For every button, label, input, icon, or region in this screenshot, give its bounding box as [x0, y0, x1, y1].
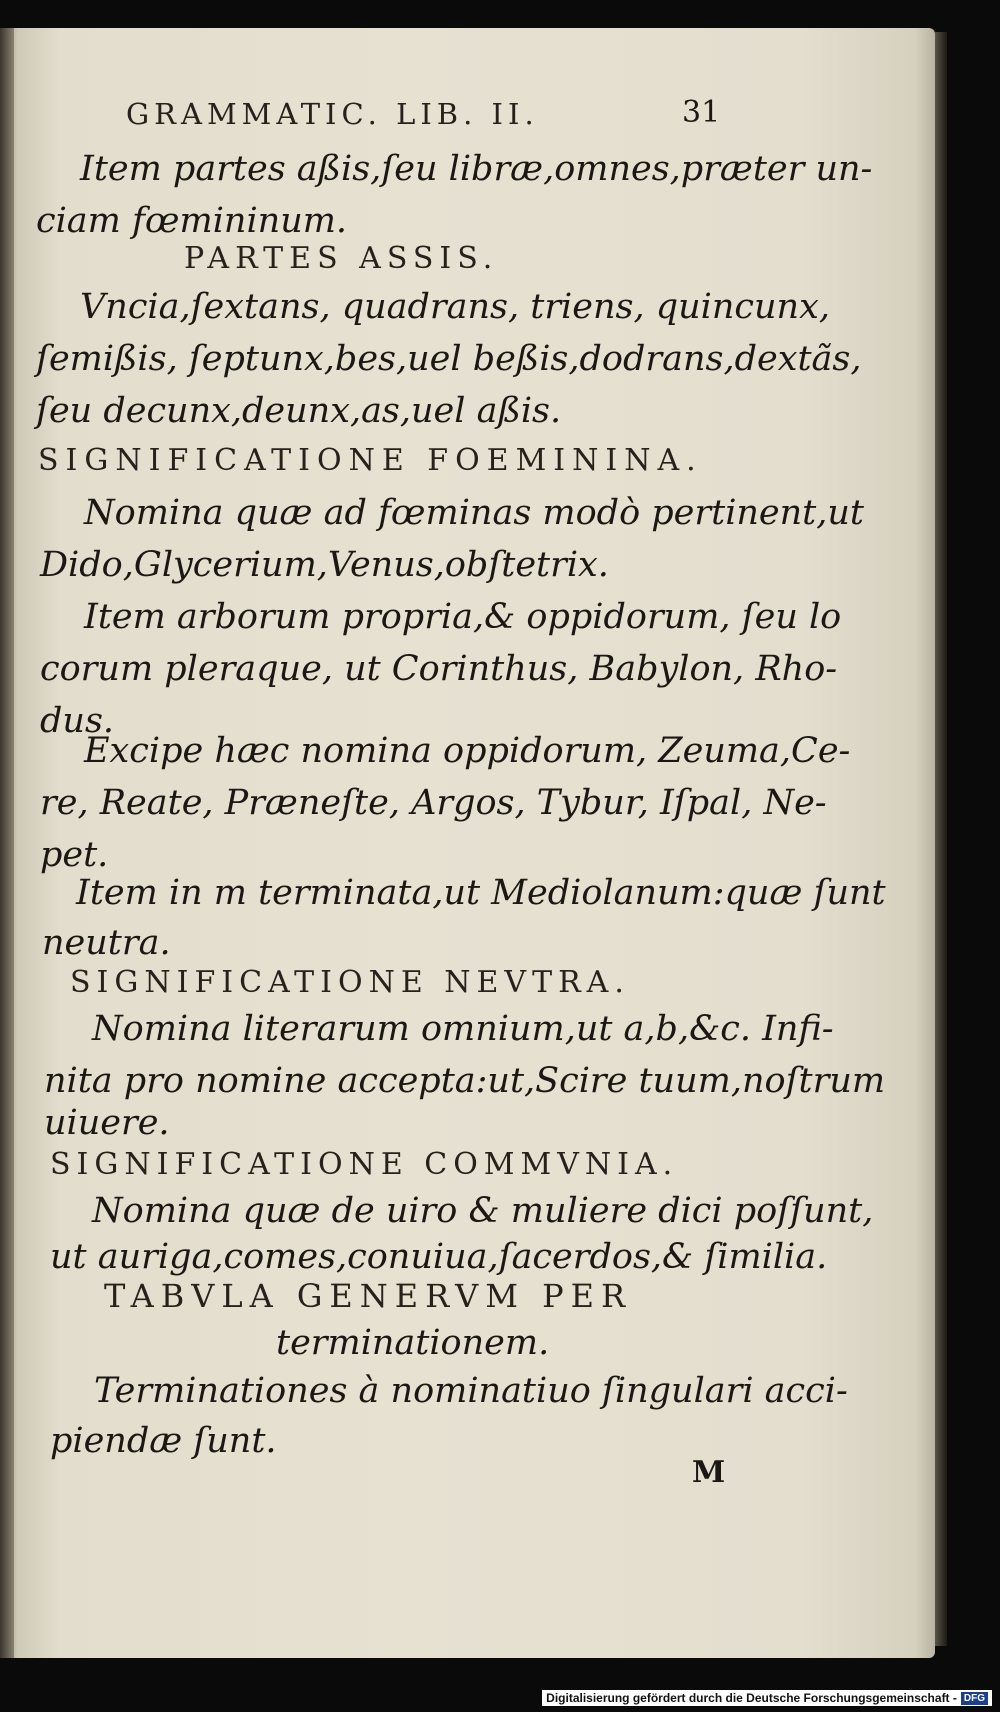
text-line: Excipe hæc nomina oppidorum, Zeuma,Ce-	[84, 731, 851, 771]
text-line: Terminationes à nominatiuo ſingulari acci-	[94, 1371, 848, 1411]
page-number: 31	[682, 95, 721, 130]
text-line: Dido,Glycerium,Venus,obſtetrix.	[40, 545, 609, 585]
text-line: terminationem.	[276, 1323, 550, 1363]
section-heading: SIGNIFICATIONE NEVTRA.	[70, 965, 630, 1000]
text-line: ſemißis, ſeptunx,bes,uel beßis,dodrans,dextãs,	[36, 339, 862, 379]
text-line: pet.	[40, 835, 109, 875]
text-line: ſeu decunx,deunx,as,uel aßis.	[36, 391, 562, 431]
page-fore-edge	[935, 32, 947, 1646]
credit-text: Digitalisierung gefördert durch die Deutsche Forschungsgemeinschaft -	[546, 1691, 957, 1705]
text-line: ut auriga,comes,conuiua,ſacerdos,& ſimilia.	[50, 1237, 828, 1277]
text-line: Nomina literarum omnium,ut a,b,&c. Infi-	[92, 1009, 834, 1049]
book-spine-shadow	[0, 28, 14, 1658]
digitization-credit	[542, 1690, 992, 1706]
text-line: Item in m terminata,ut Mediolanum:quæ ſunt	[76, 873, 886, 913]
text-line: neutra.	[42, 923, 171, 963]
text-line: re, Reate, Præneſte, Argos, Tybur, Iſpal, Ne-	[40, 783, 827, 823]
text-line: corum pleraque, ut Corinthus, Babylon, Rho-	[40, 649, 838, 689]
section-heading: SIGNIFICATIONE COMMVNIA.	[50, 1147, 679, 1182]
dfg-logo: DFG	[961, 1692, 988, 1705]
section-heading: PARTES ASSIS.	[184, 241, 499, 276]
running-title: GRAMMATIC. LIB. II.	[126, 97, 539, 131]
text-line: Nomina quæ ad fœminas modò pertinent,ut	[84, 493, 864, 533]
text-line: uiuere.	[44, 1103, 170, 1143]
section-heading: SIGNIFICATIONE FOEMININA.	[38, 443, 703, 478]
catchword: M	[692, 1455, 726, 1490]
text-line: Item arborum propria,& oppidorum, ſeu lo	[84, 597, 842, 637]
section-heading: TABVLA GENERVM PER	[104, 1277, 633, 1315]
text-line: piendæ ſunt.	[50, 1421, 277, 1461]
text-line: ciam fœmininum.	[36, 201, 348, 241]
text-line: nita pro nomine accepta:ut,Scire tuum,noſtrum	[44, 1061, 886, 1101]
book-page	[0, 28, 935, 1658]
text-line: Item partes aßis,ſeu libræ,omnes,præter un-	[80, 149, 873, 189]
text-line: Nomina quæ de uiro & muliere dici poſſunt,	[92, 1191, 874, 1231]
text-line: dus.	[40, 701, 115, 741]
text-line: Vncia,ſextans, quadrans, triens, quincunx,	[80, 287, 830, 327]
